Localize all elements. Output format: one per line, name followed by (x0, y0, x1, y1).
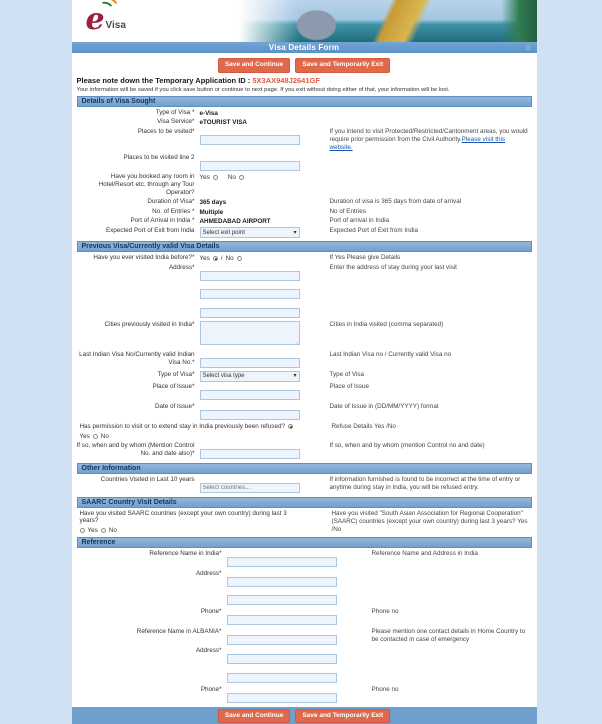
last-visa-no-help: Last Indian Visa no / Currently valid Visa no (329, 351, 452, 359)
reference-name-home-label: Reference Name in ALBANIA* (136, 627, 222, 635)
logo-visa-text: Visa (105, 20, 126, 31)
port-exit-label: Expected Port of Exit from India (105, 227, 195, 235)
saarc-question-help: Have you visited "South Asian Association for Regional Cooperation" (SAARC) countries (except your own country) during last 3 years? Yes /No (331, 509, 528, 534)
countries-visited-label: Countries Visited in Last 10 years (100, 475, 195, 483)
header-banner (72, 0, 537, 42)
home-icon[interactable]: ⌂ (525, 43, 531, 52)
entries-help: No of Entries (329, 207, 366, 215)
reference-name-india-input[interactable] (227, 557, 337, 567)
row-type-of-visa (77, 109, 532, 117)
refused-detail-label: If so, when and by whom (Mention Control No. and date also)* (76, 441, 195, 457)
visited-yes-radio[interactable] (213, 256, 218, 261)
previous-visa-type-help: Type of Visa (329, 370, 365, 378)
type-of-visa-label: Type of Visa * (155, 108, 195, 116)
visited-no-radio[interactable] (237, 256, 242, 261)
port-arrival-value: AHMEDABAD AIRPORT (199, 218, 271, 226)
duration-label: Duration of Visa* (147, 198, 195, 206)
visa-service-value: eTOURIST VISA (199, 119, 247, 126)
saarc-no-radio[interactable] (101, 528, 106, 533)
places-line2-input[interactable] (200, 161, 300, 171)
reference-address-india-input-2[interactable] (227, 595, 337, 605)
row-port-arrival (77, 217, 532, 225)
logo-e-glyph: e (85, 2, 105, 37)
place-of-issue-input[interactable] (200, 390, 300, 400)
section-header-other-info: Other Information (77, 463, 532, 474)
previous-visa-type-label: Type of Visa* (157, 370, 195, 378)
previous-address-input-1[interactable] (200, 271, 300, 281)
temporary-application-id-line (77, 76, 532, 85)
hotel-no-radio[interactable] (239, 175, 244, 180)
row-countries-visited (77, 476, 532, 494)
footer-action-bar (72, 707, 537, 724)
row-permission-refused (77, 423, 532, 440)
date-of-issue-label: Date of Issue* (154, 402, 195, 410)
row-previous-address (77, 264, 532, 320)
previous-address-help: Enter the address of stay during your last visit (329, 263, 457, 271)
row-port-exit (77, 227, 532, 238)
footer-save-exit-button[interactable]: Save and Temporarily Exit (295, 709, 390, 724)
previous-visa-type-select[interactable] (200, 371, 300, 382)
saarc-no-label: No (108, 526, 117, 534)
save-disclaimer: Your information will be saved if you click save button or continue to next page. If you exit without doing either of that, your information will be lost. (76, 86, 450, 93)
reference-section (77, 550, 532, 704)
reference-address-india-label: Address* (195, 569, 222, 577)
places-help-text: If you intend to visit Protected/Restricted/Cantonment areas, you would require prior permission from the Civil Authority. (329, 127, 528, 143)
row-previous-visa-type (77, 371, 532, 382)
row-saarc-question (77, 510, 532, 535)
reference-address-home-label: Address* (195, 647, 222, 655)
port-exit-selected-value: Select exit point (202, 229, 245, 236)
row-hotel-booked (77, 173, 532, 197)
port-arrival-label: Port of Arrival in India * (130, 217, 195, 225)
saarc-yes-radio[interactable] (80, 528, 85, 533)
row-refused-detail (77, 442, 532, 460)
previous-address-input-3[interactable] (200, 308, 300, 318)
section-header-previous-visa: Previous Visa/Currently valid Visa Details (77, 241, 532, 252)
content-shell (72, 0, 537, 724)
reference-address-india-input-1[interactable] (227, 577, 337, 587)
visited-before-radio-group (200, 254, 300, 262)
footer-save-continue-button[interactable]: Save and Continue (218, 709, 291, 724)
refused-yes-radio[interactable] (288, 424, 293, 429)
reference-name-home-help: Please mention one contact details in Home Country to be contacted in case of emergency (371, 627, 526, 643)
row-duration (77, 198, 532, 206)
hotel-booked-label: Have you booked any room in Hotel/Resort etc. through any Tour Operator? (98, 173, 195, 196)
previous-visa-type-selected-value: Select visa type (202, 373, 245, 380)
title-bar (72, 42, 537, 53)
refused-detail-help: If so, when and by whom (mention Control no and date) (329, 441, 485, 449)
hotel-no-label: No (227, 174, 236, 182)
civil-authority-website-link[interactable]: Please visit this website. (329, 135, 506, 151)
saarc-question-label: Have you visited SAARC countries (except your own country) during last 3 years? (79, 509, 287, 524)
permission-refused-label: Has permission to visit or to extend stay in India previously been refused? (79, 422, 285, 430)
previous-address-input-2[interactable] (200, 289, 300, 299)
port-exit-help: Expected Port of Exit from India (329, 227, 419, 235)
section-header-visa-sought: Details of Visa Sought (77, 96, 532, 107)
refused-yes-label: Yes (79, 432, 90, 440)
row-reference-name-india (77, 550, 532, 568)
countries-visited-input[interactable] (200, 483, 300, 493)
row-entries (77, 208, 532, 216)
reference-name-home-input[interactable] (227, 635, 337, 645)
row-date-of-issue (77, 403, 532, 421)
row-place-of-issue (77, 383, 532, 401)
row-cities-visited (77, 321, 532, 350)
row-reference-phone-home (77, 686, 532, 704)
visa-service-label: Visa Service* (157, 118, 195, 125)
reference-name-india-label: Reference Name in India* (149, 550, 222, 558)
entries-label: No. of Entries * (152, 207, 195, 215)
last-visa-no-input[interactable] (200, 358, 300, 368)
reference-phone-india-help: Phone no (371, 608, 399, 616)
place-of-issue-help: Place of Issue (329, 383, 370, 391)
row-places-to-be-visited (77, 128, 532, 153)
saarc-yes-label: Yes (87, 526, 98, 534)
reference-phone-home-label: Phone* (200, 685, 222, 693)
save-exit-button[interactable]: Save and Temporarily Exit (295, 58, 390, 73)
cities-visited-textarea[interactable] (200, 321, 300, 345)
radio-separator: / (220, 255, 223, 263)
section-header-saarc: SAARC Country Visit Details (77, 497, 532, 508)
india-montage-image (239, 0, 537, 42)
permission-refused-help: Refuse Details Yes /No (331, 422, 396, 430)
save-continue-button[interactable]: Save and Continue (218, 58, 291, 73)
type-of-visa-value: e-Visa (199, 109, 218, 117)
countries-visited-help: If information furnished is found to be incorrect at the time of entry or anytime during stay in India, you will be refused entry. (329, 475, 521, 491)
reference-phone-home-help: Phone no (371, 685, 399, 693)
top-action-buttons (77, 58, 532, 73)
visited-yes-label: Yes (199, 255, 210, 263)
places-line2-label: Places to be visited line 2 (123, 153, 195, 161)
section-header-reference: Reference (77, 537, 532, 548)
refused-detail-input[interactable] (200, 449, 300, 459)
reference-phone-india-label: Phone* (200, 608, 222, 616)
reference-address-home-input-2[interactable] (227, 673, 337, 683)
visited-before-help: If Yes Please give Details (329, 254, 401, 262)
evisa-logo (86, 0, 156, 42)
hotel-yes-radio[interactable] (213, 175, 218, 180)
cities-visited-help: Cities in India visited (comma separated) (329, 320, 444, 328)
chevron-down-icon: ▾ (293, 229, 297, 236)
date-of-issue-input[interactable] (200, 410, 300, 420)
visited-no-label: No (225, 255, 234, 263)
chevron-down-icon: ▾ (293, 373, 297, 380)
entries-value: Multiple (199, 208, 224, 216)
port-exit-select[interactable] (200, 227, 300, 238)
row-visited-before (77, 254, 532, 262)
reference-phone-home-input[interactable] (227, 693, 337, 703)
app-id-label: Please note down the Temporary Application ID : (76, 75, 251, 85)
hotel-yes-label: Yes (199, 174, 210, 182)
row-last-visa-no (77, 351, 532, 369)
hotel-booked-radio-group (200, 173, 300, 181)
place-of-issue-label: Place of Issue* (152, 383, 195, 391)
places-to-be-visited-label: Places to be visited* (137, 127, 195, 135)
row-reference-name-home (77, 628, 532, 646)
last-visa-no-label: Last Indian Visa No/Currently valid Indian Visa No.* (79, 351, 195, 367)
visited-before-label: Have you ever visited India before?* (93, 254, 195, 262)
duration-value: 365 days (199, 199, 227, 207)
date-of-issue-help: Date of Issue in (DD/MM/YYYY) format (329, 402, 439, 410)
duration-help: Duration of visa is 365 days from date of arrival (329, 198, 462, 206)
previous-address-label: Address* (168, 263, 195, 271)
places-help (330, 128, 530, 153)
reference-address-home-input-1[interactable] (227, 654, 337, 664)
refused-no-label: No (100, 432, 109, 440)
app-id-value: 5X3AX948J2641GF (252, 75, 320, 85)
page-title: Visa Details Form (268, 43, 340, 52)
port-arrival-help: Port of arrival in India (329, 217, 389, 225)
cities-visited-label: Cities previously visited in India* (104, 320, 195, 328)
reference-phone-india-input[interactable] (227, 615, 337, 625)
row-reference-phone-india (77, 608, 532, 626)
refused-no-radio[interactable] (93, 434, 98, 439)
places-to-be-visited-input[interactable] (200, 135, 300, 145)
row-reference-address-home (77, 647, 532, 684)
reference-name-india-help: Reference Name and Address in India (371, 550, 478, 558)
row-reference-address-india (77, 570, 532, 607)
row-visa-service (77, 118, 532, 126)
row-places-line2 (77, 154, 532, 172)
form-content (72, 53, 537, 707)
